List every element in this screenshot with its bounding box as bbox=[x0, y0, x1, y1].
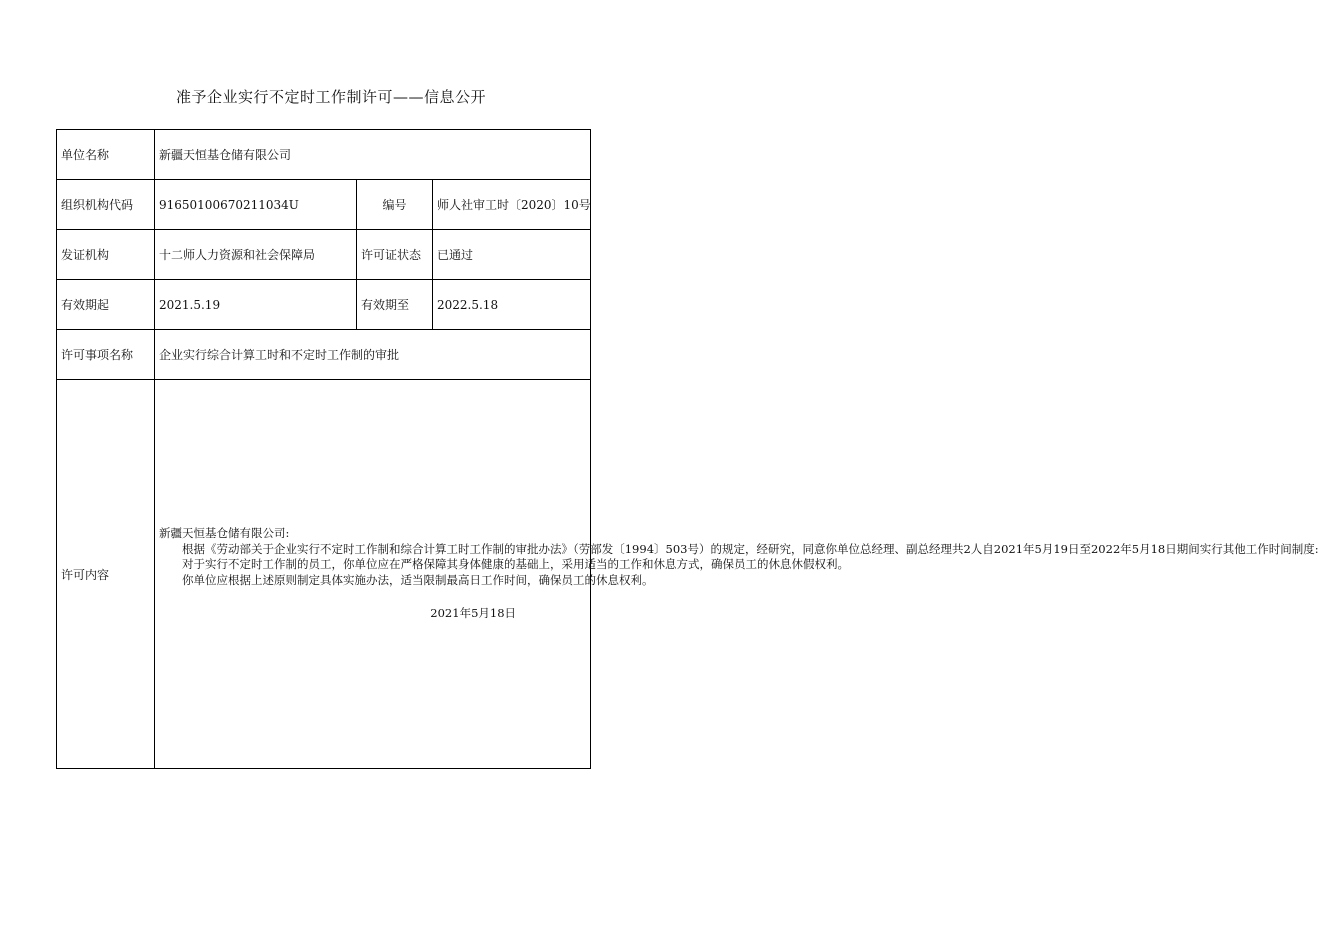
row-license-item bbox=[57, 330, 591, 380]
unit-name-label: 单位名称 bbox=[57, 130, 155, 180]
row-validity bbox=[57, 280, 591, 330]
valid-from-value: 2021.5.19 bbox=[155, 280, 357, 330]
issuer-value: 十二师人力资源和社会保障局 bbox=[155, 230, 357, 280]
row-license-content bbox=[57, 380, 591, 769]
valid-to-label: 有效期至 bbox=[357, 280, 433, 330]
row-unit-name bbox=[57, 130, 591, 180]
content-date: 2021年5月18日 bbox=[430, 606, 517, 621]
row-issuer bbox=[57, 230, 591, 280]
org-code-label: 组织机构代码 bbox=[57, 180, 155, 230]
number-value: 师人社审工时〔2020〕10号 bbox=[433, 180, 591, 230]
org-code-value: 91650100670211034U bbox=[155, 180, 357, 230]
valid-to-value: 2022.5.18 bbox=[433, 280, 591, 330]
valid-from-label: 有效期起 bbox=[57, 280, 155, 330]
content-paragraph-2: 对于实行不定时工作制的员工，你单位应在严格保障其身体健康的基础上，采用适当的工作和休息方式，确保员工的休息休假权利。 bbox=[182, 557, 849, 572]
license-item-label: 许可事项名称 bbox=[57, 330, 155, 380]
status-value: 已通过 bbox=[433, 230, 591, 280]
content-salutation: 新疆天恒基仓储有限公司: bbox=[159, 526, 290, 541]
license-info-table bbox=[56, 129, 1319, 769]
license-content-label: 许可内容 bbox=[57, 380, 155, 769]
row-org-code bbox=[57, 180, 591, 230]
license-item-value: 企业实行综合计算工时和不定时工作制的审批 bbox=[155, 330, 591, 380]
status-label: 许可证状态 bbox=[357, 230, 433, 280]
unit-name-value: 新疆天恒基仓储有限公司 bbox=[155, 130, 591, 180]
number-label: 编号 bbox=[357, 180, 433, 230]
issuer-label: 发证机构 bbox=[57, 230, 155, 280]
content-paragraph-3: 你单位应根据上述原则制定具体实施办法，适当限制最高日工作时间，确保员工的休息权利。 bbox=[182, 572, 654, 587]
license-content-cell bbox=[155, 380, 1319, 769]
page-title: 准予企业实行不定时工作制许可——信息公开 bbox=[175, 88, 486, 106]
license-content-text bbox=[159, 526, 1319, 622]
content-paragraph-1: 根据《劳动部关于企业实行不定时工作制和综合计算工时工作制的审批办法》（劳部发〔1994〕503号）的规定，经研究，同意你单位总经理、副总经理共2人自2021年5月19日至2022年5月18日期间实行其他工作时间制度: bbox=[182, 541, 1319, 556]
